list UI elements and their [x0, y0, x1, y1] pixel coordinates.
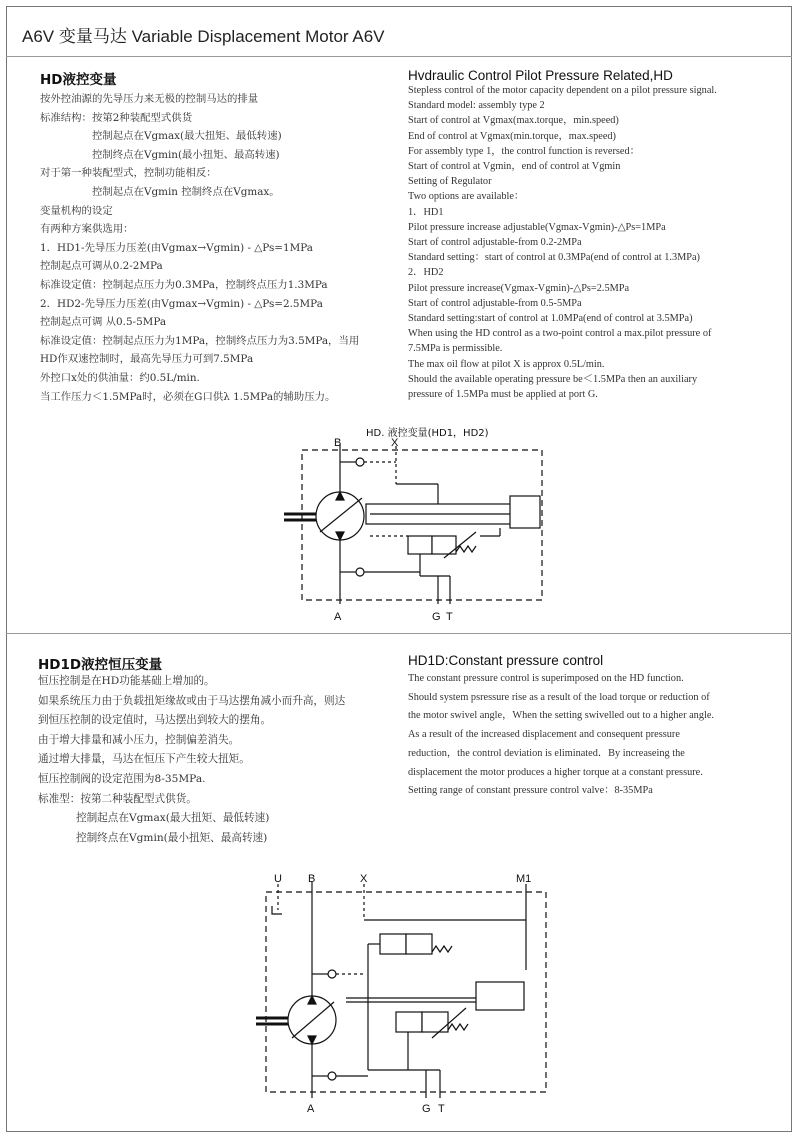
hd-en-line: End of control at Vgmax(min.torque，max.speed): [408, 130, 616, 142]
hd1d-hydraulic-schematic: [236, 870, 566, 1120]
hd-port-g-label: G: [432, 611, 441, 623]
hd1d-control-valve: [396, 1012, 422, 1032]
hd-cn-line: 外控口x处的供油量：约0.5L/min.: [40, 371, 200, 384]
hd-cn-line: 变量机构的设定: [40, 204, 113, 217]
hd1d-cn-line: 标准型：按第二种装配型式供货。: [38, 792, 197, 805]
hd1d-port-t-label: T: [438, 1103, 445, 1115]
hd-check-valve: [356, 568, 364, 576]
hd-en-line: Stepless control of the motor capacity dependent on a pilot pressure signal.: [408, 85, 717, 96]
hd-en-line: When using the HD control as a two-point control a max.pilot pressure of: [408, 328, 712, 340]
hd-en-text: [408, 83, 717, 402]
hd1d-port-x-label: X: [360, 873, 368, 885]
hd1d-en-text: [408, 670, 714, 801]
hd-cn-line: 控制终点在Vgmin(最小扭矩、最高转速): [92, 148, 280, 161]
hd-en-line: 2．HD2: [408, 267, 444, 279]
hd1d-control-cylinder: [476, 982, 524, 1010]
hd1d-cn-line: 控制起点在Vgmax(最大扭矩、最低转速): [76, 812, 270, 825]
hd-cn-line: 控制起点可调 从0.5-5MPa: [40, 316, 167, 329]
hd-cn-text: [40, 90, 359, 406]
hd1d-check-valve: [328, 970, 336, 978]
hd-en-line: Start of control at Vgmax(max.torque，min.speed): [408, 115, 619, 127]
hd1d-en-heading: HD1D:Constant pressure control: [408, 653, 604, 668]
hd1d-port-g-label: G: [422, 1103, 431, 1115]
hd-en-line: Standard setting：start of control at 0.3MPa(end of control at 1.3MPa): [408, 252, 700, 264]
hd-port-b-label: B: [334, 437, 342, 449]
hd1d-cn-line: 如果系统压力由于负载扭矩缘故或由于马达摆角减小而升高，则达: [38, 694, 346, 707]
hd-cn-heading: HD液控变量: [40, 72, 117, 88]
hd-en-line: Should the available operating pressure be＜1.5MPa then an auxiliary: [408, 373, 698, 385]
hd-en-line: For assembly type 1，the control function is reversed：: [408, 145, 640, 157]
hd1d-cn-heading: HD1D液控恒压变量: [38, 657, 163, 673]
hd-cn-line: 按外控油源的先导压力来无极的控制马达的排量: [40, 93, 259, 105]
hd-en-line: Pilot pressure increase adjustable(Vgmax-Vgmin)-△Ps=1MPa: [408, 221, 666, 233]
title-divider: [6, 56, 792, 57]
hd1d-check-valve: [328, 1072, 336, 1080]
hd1d-en-line: reduction，the control deviation is eliminated．By increaseing the: [408, 747, 685, 759]
hd-en-heading: Hvdraulic Control Pilot Pressure Related,HD: [408, 68, 673, 83]
hd1d-en-line: Should system psressure rise as a result of the load torque or reduction of: [408, 691, 710, 703]
hd-en-line: Pilot pressure increase(Vgmax-Vgmin)-△Ps=2.5MPa: [408, 282, 630, 294]
hd-control-valve: [408, 536, 432, 554]
hd1d-cn-line: 恒压控制阀的设定范围为8-35MPa.: [38, 772, 206, 785]
hd-cn-line: 对于第一种装配型式，控制功能相反：: [40, 167, 217, 180]
hd-cn-line: 控制起点在Vgmin 控制终点在Vgmax。: [92, 185, 280, 198]
hd-port-t-label: T: [446, 611, 453, 623]
hd1d-en-line: the motor swivel angle，When the setting swivelled out to a higher angle.: [408, 710, 714, 722]
hd1d-en-line: Setting range of constant pressure control valve：8-35MPa: [408, 785, 653, 797]
hd1d-port-m1-label: M1: [516, 873, 532, 885]
hd-en-line: Two options are available：: [408, 191, 525, 203]
hd-en-line: Start of control adjustable-from 0.5-5MPa: [408, 297, 582, 309]
hd-port-x-label: X: [391, 437, 399, 449]
hd-en-line: Standard model: assembly type 2: [408, 100, 545, 112]
hd1d-en-line: The constant pressure control is superimposed on the HD function.: [408, 673, 684, 684]
hd-cn-line: 控制起点可调从0.2-2MPa: [40, 260, 163, 273]
hd-control-cylinder: [510, 496, 540, 528]
hd-hydraulic-schematic: [270, 436, 570, 626]
hd-cn-line: 当工作压力＜1.5MPa时，必须在G口供λ 1.5MPa的辅助压力。: [40, 390, 336, 403]
hd-cn-line: 有两种方案供选用：: [40, 223, 134, 236]
hd-cn-line: 标准设定值：控制起点压力为1MPa，控制终点压力为3.5MPa，当用: [40, 334, 360, 347]
hd-check-valve: [356, 458, 364, 466]
hd-cn-line: 1．HD1-先导压力压差(由Vgmax→Vgmin) - △Ps=1MPa: [40, 241, 313, 254]
hd-cn-line: 标准结构：按第2种装配型式供货: [40, 111, 193, 124]
hd1d-cn-text: [38, 672, 345, 848]
hd1d-cn-line: 到恒压控制的设定值时，马达摆出到较大的摆角。: [38, 714, 272, 727]
hd-port-a-label: A: [334, 611, 342, 623]
hd-en-line: Standard setting:start of control at 1.0MPa(end of control at 3.5MPa): [408, 313, 693, 325]
hd1d-en-line: As a result of the increased displacement and consequent pressure: [408, 729, 680, 741]
hd-cn-line: HD作双速控制时，最高先导压力可到7.5MPa: [40, 353, 254, 366]
hd1d-cn-line: 恒压控制是在HD功能基础上增加的。: [38, 675, 215, 687]
hd-en-line: Setting of Regulator: [408, 176, 492, 188]
hd1d-port-a-label: A: [307, 1103, 315, 1115]
page-title: A6V 变量马达 Variable Displacement Motor A6V: [22, 27, 385, 46]
hd-diagram-caption: HD. 液控变量(HD1，HD2): [366, 428, 489, 439]
hd1d-pressure-valve: [380, 934, 406, 954]
hd-cn-line: 控制起点在Vgmax(最大扭矩、最低转速): [92, 130, 282, 143]
hd-en-line: The max oil flow at pilot X is approx 0.5L/min.: [408, 358, 605, 370]
hd-cn-line: 2．HD2-先导压力压差(由Vgmax→Vgmin) - △Ps=2.5MPa: [40, 297, 323, 310]
hd-en-line: Start of control adjustable-from 0.2-2MPa: [408, 237, 582, 249]
hd-cn-line: 标准设定值：控制起点压力为0.3MPa，控制终点压力1.3MPa: [40, 278, 328, 291]
hd-en-line: 1．HD1: [408, 206, 444, 218]
hd1d-en-line: displacement the motor produces a higher torque at a constant pressure.: [408, 766, 703, 778]
hd-en-line: Start of control at Vgmin，end of control at Vgmin: [408, 161, 621, 173]
hd-en-line: 7.5MPa is permissible.: [408, 343, 503, 355]
hd1d-port-b-label: B: [308, 873, 316, 885]
hd-en-line: pressure of 1.5MPa must be applied at port G.: [408, 389, 598, 401]
section-divider: [6, 633, 792, 634]
hd1d-cn-line: 由于增大排量和减小压力，控制偏差消失。: [38, 733, 240, 746]
hd1d-cn-line: 通过增大排量，马达在恒压下产生较大扭矩。: [38, 753, 250, 766]
hd1d-cn-line: 控制终点在Vgmin(最小扭矩、最高转速): [76, 831, 268, 844]
hd1d-port-u-label: U: [274, 873, 282, 885]
